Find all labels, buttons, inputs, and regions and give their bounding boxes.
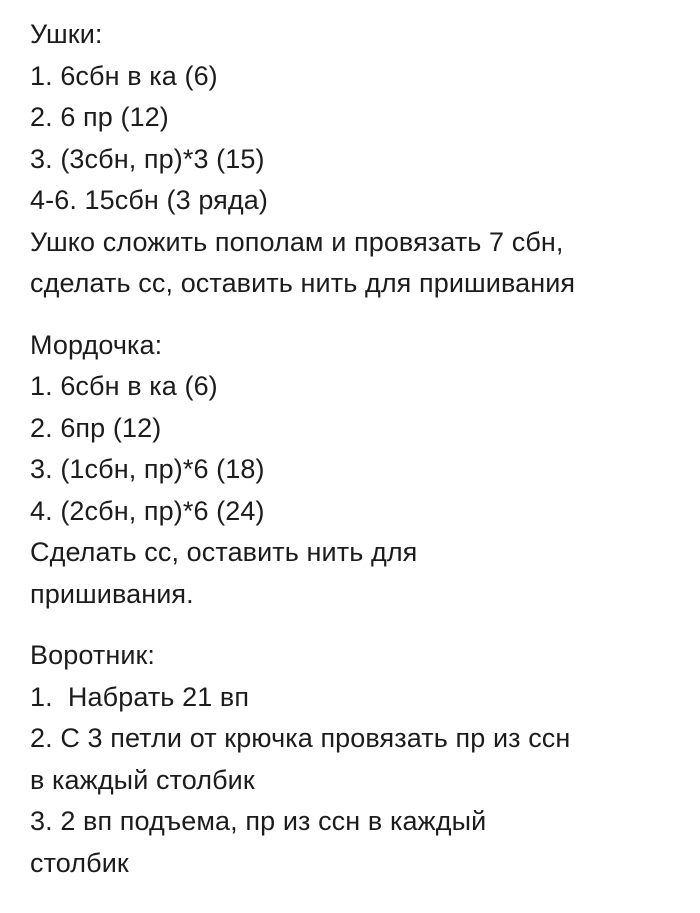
instruction-line: 4. (2сбн, пр)*6 (24)	[30, 495, 265, 526]
instruction-line: 2. С 3 петли от крючка провязать пр из ссн	[30, 723, 571, 753]
section-collar	[30, 635, 690, 884]
instruction-line: Ушко сложить пополам и провязать 7 сбн,	[30, 226, 564, 257]
instruction-line: столбик	[30, 847, 129, 878]
instruction-line: 3. 2 вп подъема, пр из ссн в каждый	[30, 806, 487, 836]
instruction-line: в каждый столбик	[30, 764, 255, 795]
section-heading: Мордочка:	[30, 329, 163, 360]
section-ears	[30, 14, 690, 305]
section-heading: Ушки:	[30, 19, 103, 49]
instruction-line: 4-6. 15сбн (3 ряда)	[30, 185, 268, 215]
document-body	[30, 14, 690, 884]
section-muzzle	[30, 325, 690, 616]
section-heading: Воротник:	[30, 640, 156, 670]
instruction-line: 1. 6сбн в ка (6)	[30, 60, 218, 91]
instruction-line: 2. 6 пр (12)	[30, 102, 169, 132]
instruction-line: 3. (3сбн, пр)*3 (15)	[30, 143, 265, 174]
instruction-line: пришивания.	[30, 578, 194, 609]
instruction-line: 3. (1сбн, пр)*6 (18)	[30, 454, 265, 484]
instruction-line: Сделать сс, оставить нить для	[30, 537, 418, 567]
instruction-line: сделать сс, оставить нить для пришивания	[30, 268, 576, 298]
instruction-line: 2. 6пр (12)	[30, 412, 162, 443]
instruction-line: 1. Набрать 21 вп	[30, 681, 250, 712]
instruction-line: 1. 6сбн в ка (6)	[30, 371, 218, 401]
